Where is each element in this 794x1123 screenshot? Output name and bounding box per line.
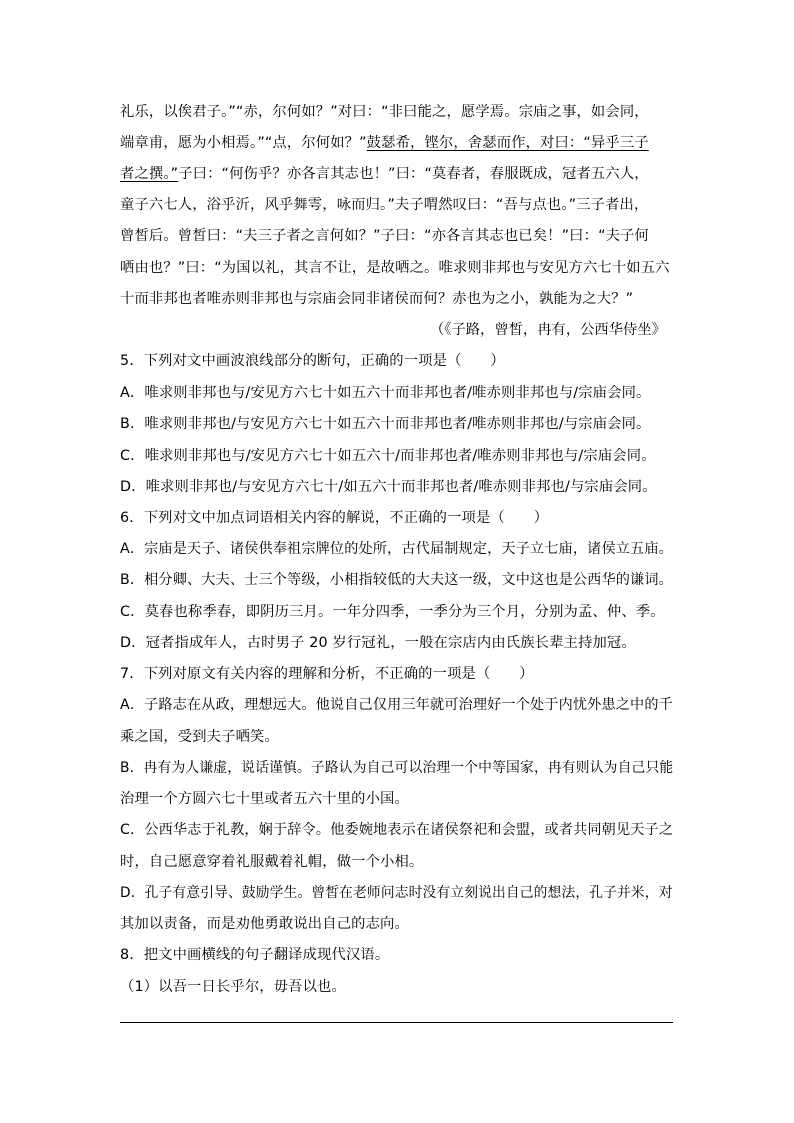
question-8-stem: 8．把文中画横线的句子翻译成现代汉语。: [120, 947, 390, 963]
passage-line: [120, 163, 649, 185]
passage-text: 端章甫，愿为小相焉。”“点，尔何如？”: [120, 135, 367, 151]
passage-line: 曾皙后。曾皙曰：“夫三子者之言何如？”子曰：“亦各言其志也已矣！”曰：“夫子何: [120, 228, 649, 244]
passage-text: 子曰：“何伤乎？亦各言其志也！”曰：“莫春者，春服既成，冠者五六人，: [178, 166, 649, 182]
passage-line: 哂由也？”曰：“为国以礼，其言不让，是故哂之。唯求则非邦也与安见方六七十如五六: [120, 260, 670, 276]
question-7-option-a-cont: 乘之国，受到夫子哂笑。: [120, 729, 279, 745]
passage-source: （《子路，曾皙，冉有，公西华侍坐》: [430, 322, 666, 338]
question-7-option-c: C．公西华志于礼教，娴于辞令。他委婉地表示在诸侯祭祀和会盟，或者共同朝见天子之: [120, 822, 674, 838]
question-6-option-c: C．莫春也称季春，即阴历三月。一年分四季，一季分为三个月，分别为孟、仲、季。: [120, 604, 665, 620]
underlined-sentence: 鼓瑟希，铿尔，舍瑟而作，对曰：“异乎三子: [366, 135, 649, 151]
question-7-option-a: A．子路志在从政，理想远大。他说自己仅用三年就可治理好一个处于内忧外患之中的千: [120, 697, 673, 713]
question-5-option-d: D．唯求则非邦也/与安见方六七十/如五六十而非邦也者/唯赤则非邦也/与宗庙会同。: [120, 479, 657, 495]
question-6-stem: 6．下列对文中加点词语相关内容的解说，不正确的一项是（ ）: [120, 510, 549, 526]
question-6-option-d: D．冠者指成年人，古时男子 20 岁行冠礼，一般在宗店内由氏族长辈主持加冠。: [120, 635, 636, 651]
answer-line[interactable]: [120, 1022, 673, 1023]
question-6-option-b: B．相分卿、大夫、士三个等级，小相指较低的大夫这一级，文中这也是公西华的谦词。: [120, 572, 673, 588]
question-5-stem: 5．下列对文中画波浪线部分的断句，正确的一项是（ ）: [120, 353, 505, 369]
question-7-option-b: B．冉有为人谦虚，说话谨慎。子路认为自己可以治理一个中等国家，冉有则认为自己只能: [120, 760, 674, 776]
question-7-option-b-cont: 治理一个方圆六七十里或者五六十里的小国。: [120, 791, 409, 807]
question-7-option-d-cont: 其加以责备，而是劝他勇敢说出自己的志向。: [120, 916, 409, 932]
question-7-stem: 7．下列对原文有关内容的理解和分析，不正确的一项是（ ）: [120, 666, 534, 682]
passage-line: 十而非邦也者唯赤则非邦也与宗庙会同非诸侯而何？赤也为之小，孰能为之大？”: [120, 291, 634, 307]
question-8-sub-1: （1）以吾一日长乎尔，毋吾以也。: [120, 979, 346, 995]
question-6-option-a: A．宗庙是天子、诸侯供奉祖宗牌位的处所，古代届制规定，天子立七庙，诸侯立五庙。: [120, 541, 673, 557]
question-7-option-c-cont: 时，自己愿意穿着礼服戴着礼帽，做一个小相。: [120, 854, 424, 870]
passage-line: [120, 132, 649, 154]
passage-line: 童子六七人，浴乎沂，风乎舞雩，咏而归。”夫子喟然叹曰：“吾与点也。”三子者出，: [120, 197, 649, 213]
question-5-option-a: A．唯求则非邦也与/安见方六七十如五六十而非邦也者/唯赤则非邦也与/宗庙会同。: [120, 385, 651, 401]
underlined-sentence: 者之撰。”: [120, 166, 179, 182]
question-7-option-d: D．孔子有意引导、鼓励学生。曾皙在老师问志时没有立刻说出自己的想法，孔子并米，对: [120, 885, 673, 901]
question-5-option-c: C．唯求则非邦也与/安见方六七十如五六十/而非邦也者/唯赤则非邦也与/宗庙会同。: [120, 448, 656, 464]
question-5-option-b: B．唯求则非邦也/与安见方六七十如五六十而非邦也者/唯赤则非邦也/与宗庙会同。: [120, 416, 651, 432]
passage-line: 礼乐，以俟君子。”“赤，尔何如？”对曰：“非曰能之，愿学焉。宗庙之事，如会同，: [120, 104, 649, 120]
